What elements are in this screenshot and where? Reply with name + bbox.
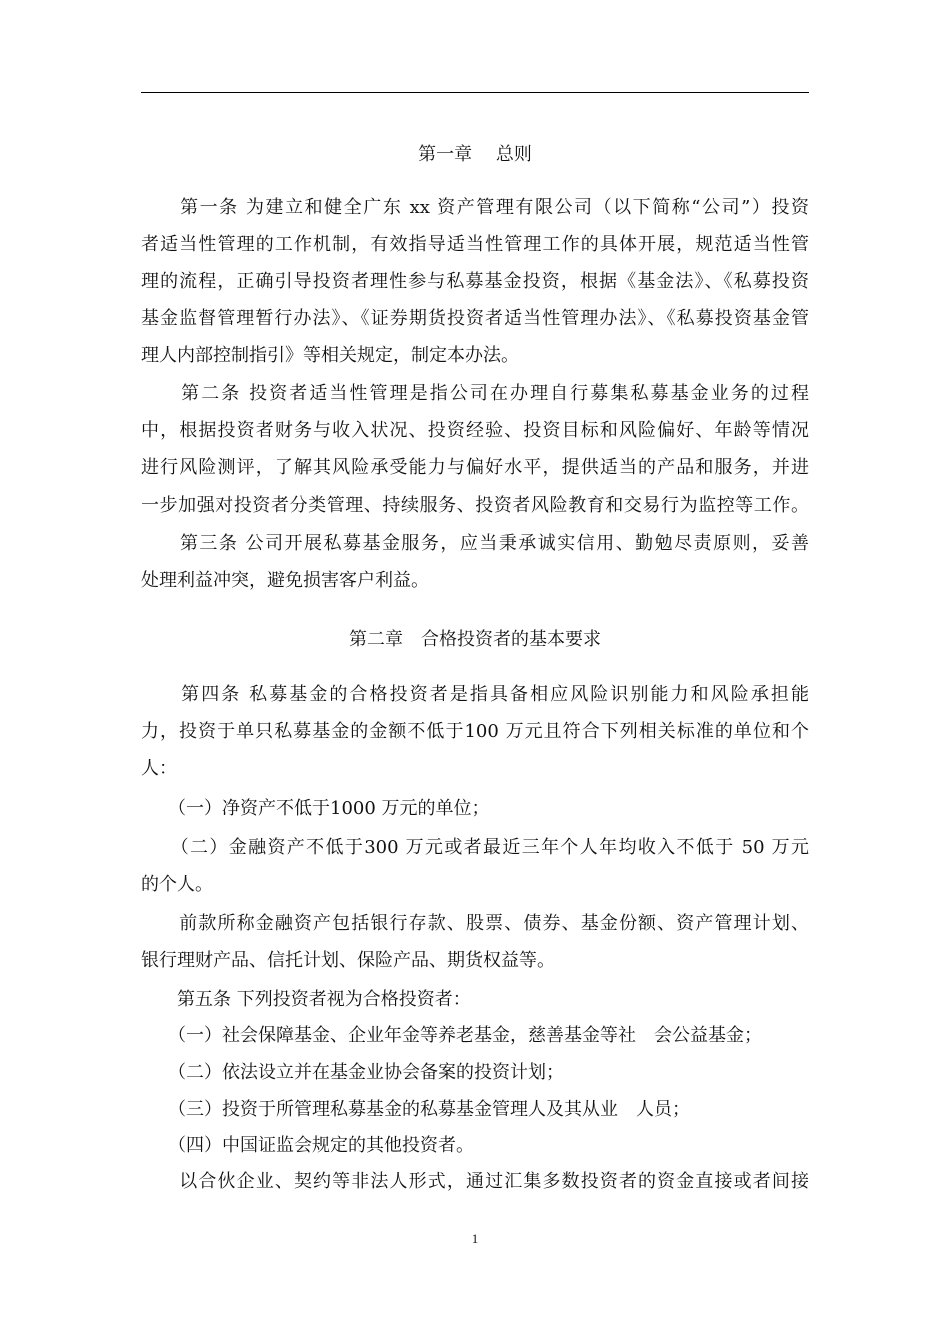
article-4-item-2-line-2: 的个人。	[141, 874, 213, 895]
article-1-line-2: 者适当性管理的工作机制，有效指导适当性管理工作的具体开展，规范适当性管	[141, 234, 809, 255]
article-5-tail-line: 以合伙企业、契约等非法人形式，通过汇集多数投资者的资金直接或者间接	[141, 1171, 809, 1192]
article-2-line-2: 中，根据投资者财务与收入状况、投资经验、投资目标和风险偏好、年龄等情况	[141, 420, 809, 441]
article-5-item-2: （二）依法设立并在基金业协会备案的投资计划；	[141, 1062, 564, 1083]
article-5-item-4: （四）中国证监会规定的其他投资者。	[141, 1135, 474, 1156]
page-number: 1	[471, 1231, 479, 1246]
article-1-line-1: 第一条 为建立和健全广东 xx 资产管理有限公司（以下简称“公司”）投资	[141, 197, 809, 218]
article-1-line-5: 理人内部控制指引》等相关规定，制定本办法。	[141, 345, 519, 366]
article-2-line-1: 第二条 投资者适当性管理是指公司在办理自行募集私募基金业务的过程	[141, 383, 809, 404]
article-4-item-2-line-1: （二）金融资产不低于300 万元或者最近三年个人年均收入不低于 50 万元	[141, 837, 809, 858]
article-2-line-3: 进行风险测评，了解其风险承受能力与偏好水平，提供适当的产品和服务，并进	[141, 457, 809, 478]
article-3-line-1: 第三条 公司开展私募基金服务，应当秉承诚实信用、勤勉尽责原则，妥善	[141, 533, 809, 554]
article-3-line-2: 处理利益冲突，避免损害客户利益。	[141, 570, 429, 591]
article-4-line-2: 力，投资于单只私募基金的金额不低于100 万元且符合下列相关标准的单位和个	[141, 721, 809, 742]
article-4-line-1: 第四条 私募基金的合格投资者是指具备相应风险识别能力和风险承担能	[141, 684, 809, 705]
article-4-line-3: 人：	[141, 758, 177, 779]
article-1-line-4: 基金监督管理暂行办法》、《证券期货投资者适当性管理办法》、《私募投资基金管	[141, 308, 809, 329]
header-rule	[141, 92, 809, 93]
article-5-item-1: （一）社会保障基金、企业年金等养老基金，慈善基金等社 会公益基金；	[141, 1025, 762, 1046]
article-5-intro: 第五条 下列投资者视为合格投资者：	[141, 989, 471, 1010]
article-2-line-4: 一步加强对投资者分类管理、持续服务、投资者风险教育和交易行为监控等工作。	[141, 495, 809, 516]
article-4-note-line-1: 前款所称金融资产包括银行存款、股票、债券、基金份额、资产管理计划、	[141, 913, 809, 934]
article-1-line-3: 理的流程，正确引导投资者理性参与私募基金投资，根据《基金法》、《私募投资	[141, 271, 809, 292]
article-4-item-1: （一）净资产不低于1000 万元的单位；	[141, 798, 490, 819]
chapter-2-title: 第二章 合格投资者的基本要求	[349, 629, 601, 650]
article-5-item-3: （三）投资于所管理私募基金的私募基金管理人及其从业 人员；	[141, 1099, 690, 1120]
article-4-note-line-2: 银行理财产品、信托计划、保险产品、期货权益等。	[141, 950, 555, 971]
chapter-1-title: 第一章 总则	[418, 144, 532, 165]
